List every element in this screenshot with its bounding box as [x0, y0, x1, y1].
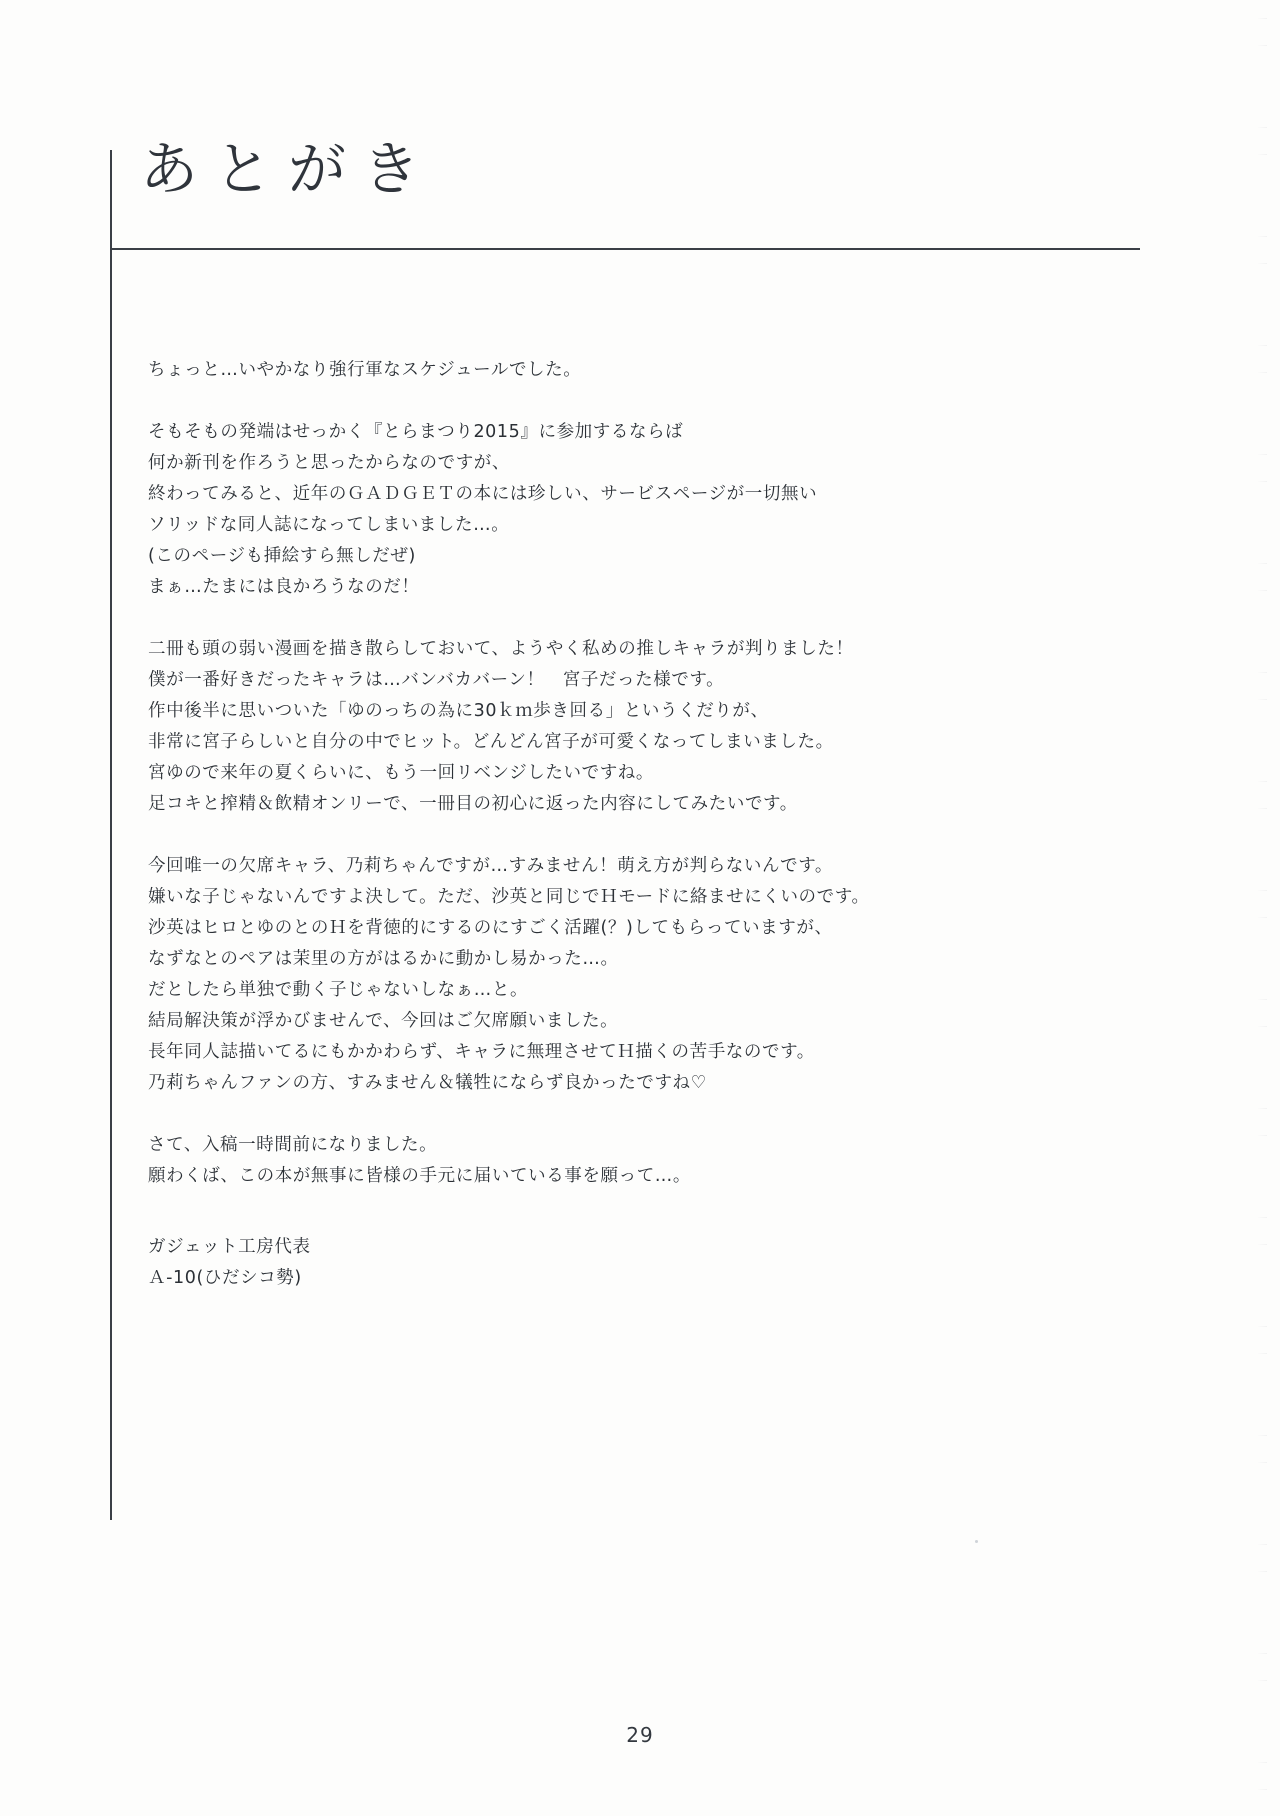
afterword-body: [148, 355, 1088, 1294]
text-line: 今回唯一の欠席キャラ、乃莉ちゃんですが…すみません！萌え方が判らないんです。: [148, 856, 833, 876]
paper-speck: [975, 1540, 978, 1543]
text-line: 宮ゆので来年の夏くらいに、もう一回リベンジしたいですね。: [148, 763, 655, 783]
title-underline-rule: [110, 248, 1140, 250]
text-line: Ａ-10(ひだシコ勢): [148, 1268, 302, 1288]
left-vertical-rule: [110, 150, 112, 1520]
page-title: あとがき: [140, 135, 437, 203]
text-line: なずなとのペアは茉里の方がはるかに動かし易かった…。: [148, 949, 619, 969]
text-line: さて、入稿一時間前になりました。: [148, 1135, 438, 1155]
text-line: 願わくば、この本が無事に皆様の手元に届いている事を願って…。: [148, 1166, 691, 1186]
text-line: 僕が一番好きだったキャラは…バンバカバーン！ 宮子だった様です。: [148, 670, 725, 690]
edge-binding-marks: [1244, 0, 1280, 1816]
paragraph: [148, 851, 1088, 1099]
text-line: まぁ…たまには良かろうなのだ！: [148, 577, 420, 597]
text-line: 作中後半に思いついた「ゆのっちの為に30ｋｍ歩き回る」というくだりが、: [148, 701, 769, 721]
text-line: 二冊も頭の弱い漫画を描き散らしておいて、ようやく私めの推しキャラが判りました！: [148, 639, 854, 659]
text-line: ガジェット工房代表: [148, 1237, 311, 1257]
signature-block: [148, 1232, 1088, 1294]
text-line: 非常に宮子らしいと自分の中でヒット。どんどん宮子が可愛くなってしまいました。: [148, 732, 834, 752]
paragraph: [148, 634, 1088, 820]
text-line: (このページも挿絵すら無しだぜ): [148, 546, 416, 566]
text-line: 足コキと搾精＆飲精オンリーで、一冊目の初心に返った内容にしてみたいです。: [148, 794, 798, 814]
text-line: ちょっと…いやかなり強行軍なスケジュールでした。: [148, 360, 582, 380]
text-line: 嫌いな子じゃないんですよ決して。ただ、沙英と同じでＨモードに絡ませにくいのです。: [148, 887, 870, 907]
text-line: 何か新刊を作ろうと思ったからなのですが、: [148, 453, 510, 473]
text-line: 沙英はヒロとゆのとのＨを背徳的にするのにすごく活躍(？)してもらっていますが、: [148, 918, 833, 938]
text-line: だとしたら単独で動く子じゃないしなぁ…と。: [148, 980, 529, 1000]
text-line: そもそもの発端はせっかく『とらまつり2015』に参加するならば: [148, 422, 684, 442]
page-number: 29: [626, 1723, 654, 1747]
paragraph: [148, 1130, 1088, 1192]
paragraph: [148, 417, 1088, 603]
text-line: 乃莉ちゃんファンの方、すみません＆犠牲にならず良かったですね♡: [148, 1073, 707, 1093]
text-line: 長年同人誌描いてるにもかかわらず、キャラに無理させてＨ描くの苦手なのです。: [148, 1042, 815, 1062]
text-line: 結局解決策が浮かびませんで、今回はご欠席願いました。: [148, 1011, 619, 1031]
paragraph: [148, 355, 1088, 386]
text-line: 終わってみると、近年のＧＡＤＧＥＴの本には珍しい、サービスページが一切無い: [148, 484, 818, 504]
text-line: ソリッドな同人誌になってしまいました…。: [148, 515, 510, 535]
